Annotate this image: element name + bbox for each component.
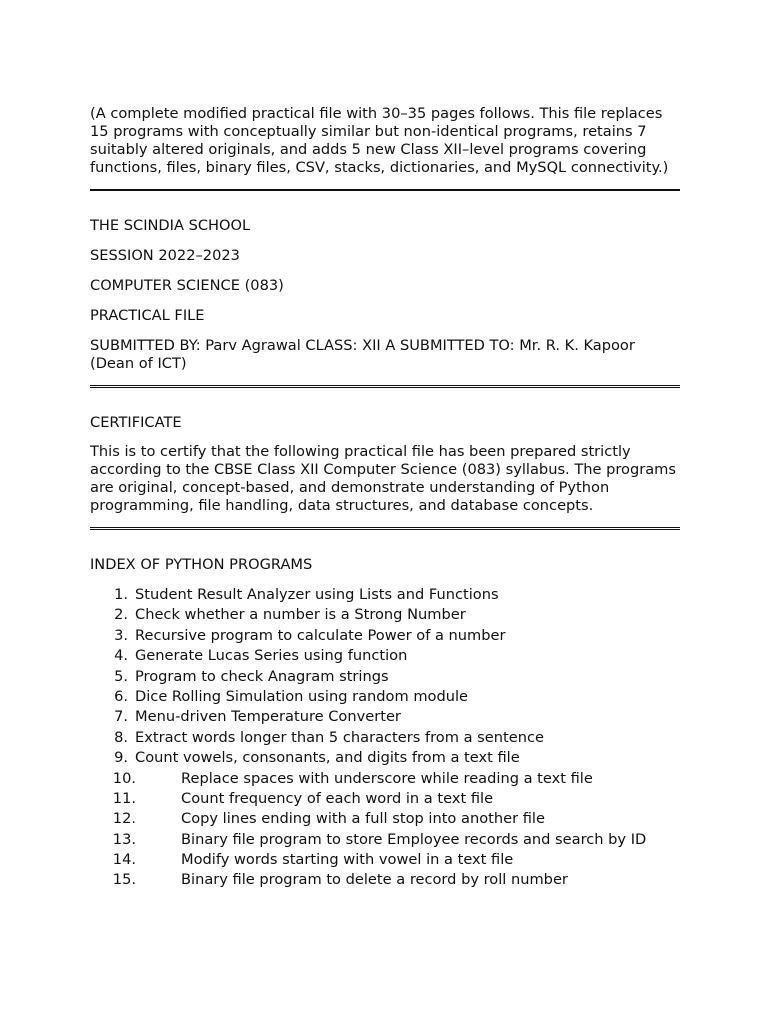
- index-item-title: Extract words longer than 5 characters from a sentence: [135, 728, 544, 746]
- document-content: [90, 105, 680, 891]
- index-item: [90, 646, 680, 666]
- divider-double-1: [90, 385, 680, 388]
- index-item-number: 13.: [112, 830, 136, 848]
- index-item-title: Generate Lucas Series using function: [135, 647, 408, 665]
- index-item: [90, 789, 680, 809]
- title-block: [90, 217, 680, 373]
- index-item-title: Copy lines ending with a full stop into another file: [181, 810, 545, 828]
- index-title: INDEX OF PYTHON PROGRAMS: [90, 556, 313, 573]
- subject: COMPUTER SCIENCE (083): [90, 277, 284, 294]
- certificate-section: [90, 414, 680, 515]
- index-item-number: 12.: [112, 810, 136, 828]
- index-item: [90, 687, 680, 707]
- index-item-title: Replace spaces with underscore while reading a text file: [181, 769, 593, 787]
- index-item: [90, 626, 680, 646]
- index-item: [90, 728, 680, 748]
- index-item-title: Student Result Analyzer using Lists and Functions: [135, 586, 499, 603]
- divider-double-2: [90, 527, 680, 530]
- index-item-number: 5.: [114, 667, 128, 685]
- intro-note: (A complete modified practical file with 30–35 pages follows. This file replaces 15 programs with conceptually similar but non-identical programs, retains 7 suitably altered originals, and adds 5 new Class XII–level programs covering functions, files, binary files, CSV, stacks, dictionaries, and MySQL connectivity.): [90, 105, 669, 176]
- index-item-title: Check whether a number is a Strong Number: [135, 606, 466, 624]
- index-item-number: 3.: [114, 626, 128, 644]
- index-item: [90, 769, 680, 789]
- index-item-title: Program to check Anagram strings: [135, 667, 389, 685]
- divider-single: [90, 189, 680, 191]
- index-item: [90, 830, 680, 850]
- index-item-title: Modify words starting with vowel in a text file: [181, 851, 514, 869]
- submission-details: SUBMITTED BY: Parv Agrawal CLASS: XII A SUBMITTED TO: Mr. R. K. Kapoor (Dean of ICT): [90, 337, 635, 372]
- index-list: [90, 585, 680, 891]
- index-item-number: 7.: [114, 708, 128, 726]
- index-item-number: 4.: [114, 647, 128, 665]
- index-item-number: 6.: [114, 687, 128, 705]
- index-item-number: 8.: [114, 728, 128, 746]
- index-item-title: Count vowels, consonants, and digits from a text file: [135, 749, 520, 767]
- index-item-number: 15.: [112, 871, 136, 889]
- index-item: [90, 707, 680, 727]
- index-item: [90, 748, 680, 768]
- index-item-number: 2.: [114, 606, 128, 624]
- certificate-body: This is to certify that the following practical file has been prepared strictly according to the CBSE Class XII Computer Science (083) syllabus. The programs are original, concept-based, and demonstrate understanding of Python programming, file handling, data structures, and database concepts.: [90, 443, 677, 514]
- index-item-title: Count frequency of each word in a text file: [181, 789, 494, 807]
- index-item: [90, 605, 680, 625]
- file-type: PRACTICAL FILE: [90, 307, 205, 324]
- index-item: [90, 667, 680, 687]
- index-item-number: 10.: [112, 769, 136, 787]
- index-item-number: 11.: [112, 789, 136, 807]
- session: SESSION 2022–2023: [90, 247, 240, 264]
- index-item-title: Binary file program to store Employee records and search by ID: [181, 830, 647, 848]
- index-item: [90, 585, 680, 605]
- index-item-title: Dice Rolling Simulation using random module: [135, 687, 469, 705]
- index-item-number: 1.: [114, 586, 128, 603]
- index-item: [90, 870, 680, 890]
- index-item-title: Menu-driven Temperature Converter: [135, 708, 401, 726]
- index-section: [90, 556, 680, 891]
- index-item: [90, 809, 680, 829]
- index-item-number: 14.: [112, 851, 136, 869]
- index-item-title: Recursive program to calculate Power of a number: [135, 626, 506, 644]
- certificate-title: CERTIFICATE: [90, 414, 182, 431]
- index-item: [90, 850, 680, 870]
- school-name: THE SCINDIA SCHOOL: [90, 217, 251, 234]
- index-item-number: 9.: [114, 749, 128, 767]
- index-item-title: Binary file program to delete a record by roll number: [181, 871, 568, 889]
